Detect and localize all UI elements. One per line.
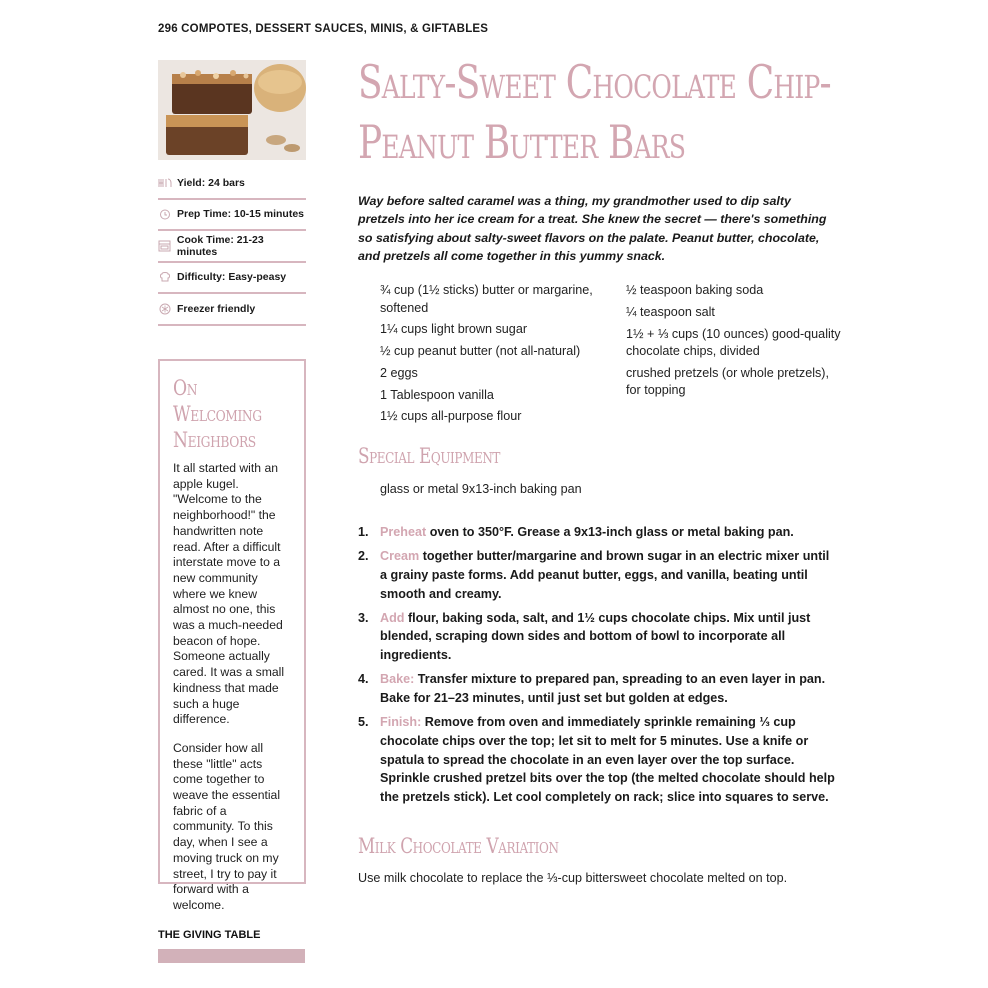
meta-cook-time-text: Cook Time: 21-23 minutes (176, 233, 264, 258)
recipe-step (358, 609, 838, 665)
special-equipment-heading: Special Equipment (358, 444, 501, 468)
special-equipment-text: glass or metal 9x13-inch baking pan (380, 482, 582, 496)
ingredient-item: 1½ + ⅓ cups (10 ounces) good-quality chocolate chips, divided (626, 326, 841, 359)
variation-heading: Milk Chocolate Variation (358, 834, 559, 858)
meta-prep-time-text: Prep Time: 10-15 minutes (177, 208, 305, 221)
footer-bar (158, 949, 305, 963)
sidebar-title-line-2: Neighbors (173, 428, 256, 452)
variation-text: Use milk chocolate to replace the ⅓-cup bittersweet chocolate melted on top. (358, 871, 788, 885)
recipe-meta-list (158, 168, 306, 326)
ingredient-item: ½ teaspoon baking soda (626, 283, 764, 297)
step-text: Remove from oven and immediately sprinkle remaining ⅓ cup chocolate chips over the top; let sit to melt for 5 minutes. Use a knife or spatula to spread the chocolate in an even layer over the top surface. Sprinkle crushed pretzel bits over the top (the melted chocolate should help the pretzels stick). Let cool completely on rack; slice into squares to serve. (380, 714, 835, 805)
step-number: 2. (358, 548, 369, 563)
oven-icon (158, 240, 172, 252)
peanut-butter-bars-image (158, 60, 306, 160)
ingredient-item: ¾ cup (1½ sticks) butter or margarine, softened (380, 283, 593, 315)
chef-hat-icon (158, 271, 172, 283)
sidebar-title-line-1: On Welcoming (173, 376, 262, 426)
recipe-title-line-1: Salty-Sweet Chocolate Chip- (358, 55, 831, 109)
step-keyword: Finish: (380, 714, 422, 729)
utensils-icon (158, 177, 172, 189)
recipe-title-line-2: Peanut Butter Bars (358, 115, 686, 169)
ingredient-item: 1½ cups all-purpose flour (380, 409, 522, 424)
ingredients-column-1 (380, 282, 605, 430)
sidebar-title (173, 375, 288, 453)
step-keyword: Add (380, 610, 405, 625)
ingredient-item: ½ cup peanut butter (not all-natural) (380, 344, 581, 359)
step-keyword: Cream (380, 548, 420, 563)
step-text: Transfer mixture to prepared pan, spreading to an even layer in pan. Bake for 21–23 minutes, until just set but golden at edges. (380, 672, 826, 705)
step-text: flour, baking soda, salt, and 1½ cups chocolate chips. Mix until just blended, scraping down sides and bottom of bowl to incorporate all ingredients. (380, 610, 811, 663)
meta-yield (158, 168, 306, 200)
footer-label: THE GIVING TABLE (158, 929, 261, 941)
ingredients-column-2 (626, 282, 841, 404)
recipe-steps (358, 523, 838, 812)
recipe-step (358, 523, 838, 542)
step-text: together butter/margarine and brown sugar in an electric mixer until a grainy paste forms. Add peanut butter, eggs, and vanilla, beating until smooth and creamy. (380, 548, 830, 601)
meta-freezer-text: Freezer friendly (177, 302, 256, 315)
ingredient-item: 1¼ cups light brown sugar (380, 322, 528, 337)
ingredient-item: ¼ teaspoon salt (626, 304, 715, 319)
step-number: 5. (358, 714, 369, 729)
snowflake-icon (158, 303, 172, 315)
meta-difficulty-text: Difficulty: Easy-peasy (177, 271, 287, 284)
step-keyword: Bake: (380, 672, 415, 687)
meta-difficulty (158, 263, 306, 295)
ingredient-item: crushed pretzels (or whole pretzels), for topping (626, 365, 829, 398)
recipe-step (358, 713, 838, 807)
sidebar-paragraph: It all started with an apple kugel. "Welcome to the neighborhood!" the handwritten note read. After a difficult interstate move to a new community where we knew almost no one, this was a much-needed beacon of hope. Someone actually cared. It was a small kindness that made such a huge difference. (173, 461, 285, 727)
running-head: 296 COMPOTES, DESSERT SAUCES, MINIS, & GIFTABLES (158, 23, 489, 35)
ingredient-item: 1 Tablespoon vanilla (380, 387, 494, 402)
sidebar-paragraph: Consider how all these "little" acts come together to weave the essential fabric of a community. To this day, when I see a moving truck on my street, I try to pay it forward with a welcome. (173, 740, 281, 912)
step-number: 3. (358, 610, 369, 625)
ingredient-item: 2 eggs (380, 365, 418, 380)
step-keyword: Preheat (380, 525, 427, 539)
recipe-step (358, 547, 838, 603)
step-text: oven to 350°F. Grease a 9x13-inch glass or metal baking pan. (426, 525, 794, 539)
sidebar-box (158, 359, 306, 912)
meta-prep-time (158, 200, 306, 232)
recipe-step (358, 670, 838, 708)
recipe-intro: Way before salted caramel was a thing, my grandmother used to dip salty pretzels into her ice cream for a treat. She knew the secret — there's something so satisfying about salty-sweet flavors on the palate. Peanut butter, chocolate, and pretzels all come together in this yummy snack. (358, 194, 827, 263)
recipe-title (358, 52, 842, 172)
meta-yield-text: Yield: 24 bars (177, 176, 245, 189)
timer-icon (158, 208, 172, 220)
recipe-photo (158, 60, 306, 160)
step-number: 4. (358, 672, 369, 687)
meta-cook-time (158, 231, 306, 263)
meta-freezer (158, 294, 306, 326)
step-number: 1. (358, 525, 369, 539)
